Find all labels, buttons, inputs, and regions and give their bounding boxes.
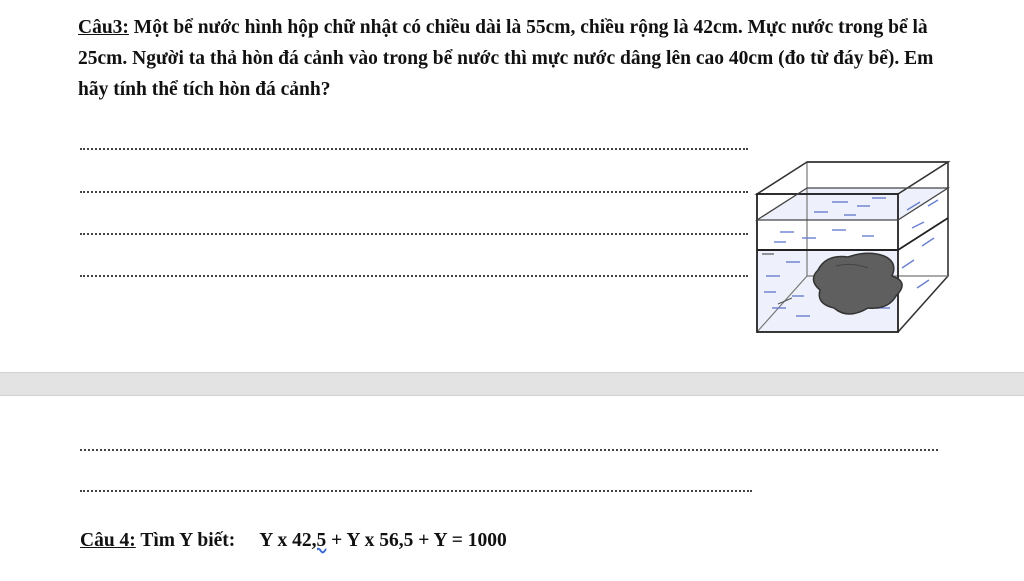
equation-part-2: ,5 [311, 530, 327, 551]
question-3-label: Câu3: [78, 17, 129, 38]
answer-line-3 [80, 233, 748, 235]
answer-line-2 [80, 191, 748, 193]
answer-line-1 [80, 148, 748, 150]
question-4-prompt: Tìm Y biết: [135, 530, 236, 551]
question-4-equation [259, 530, 506, 551]
question-4 [80, 530, 507, 552]
answer-line-6 [80, 490, 752, 492]
fish-tank-with-rock-icon [752, 158, 952, 336]
question-4-label: Câu 4: [80, 530, 136, 551]
equation-part-3: + Y x 56,5 + Y = 1000 [326, 530, 507, 551]
equation-part-1: Y x 42 [259, 530, 312, 551]
page-break-band [0, 372, 1024, 396]
question-3 [78, 12, 958, 105]
question-3-text: Một bể nước hình hộp chữ nhật có chiều dài là 55cm, chiều rộng là 42cm. Mực nước trong bể là 25cm. Người ta thả hòn đá cảnh vào trong bể nước thì mực nước dâng lên cao 40cm (đo từ đáy bể). Em hãy tính thể tích hòn đá cảnh? [78, 17, 934, 100]
answer-line-5 [80, 449, 938, 451]
answer-line-4 [80, 275, 748, 277]
